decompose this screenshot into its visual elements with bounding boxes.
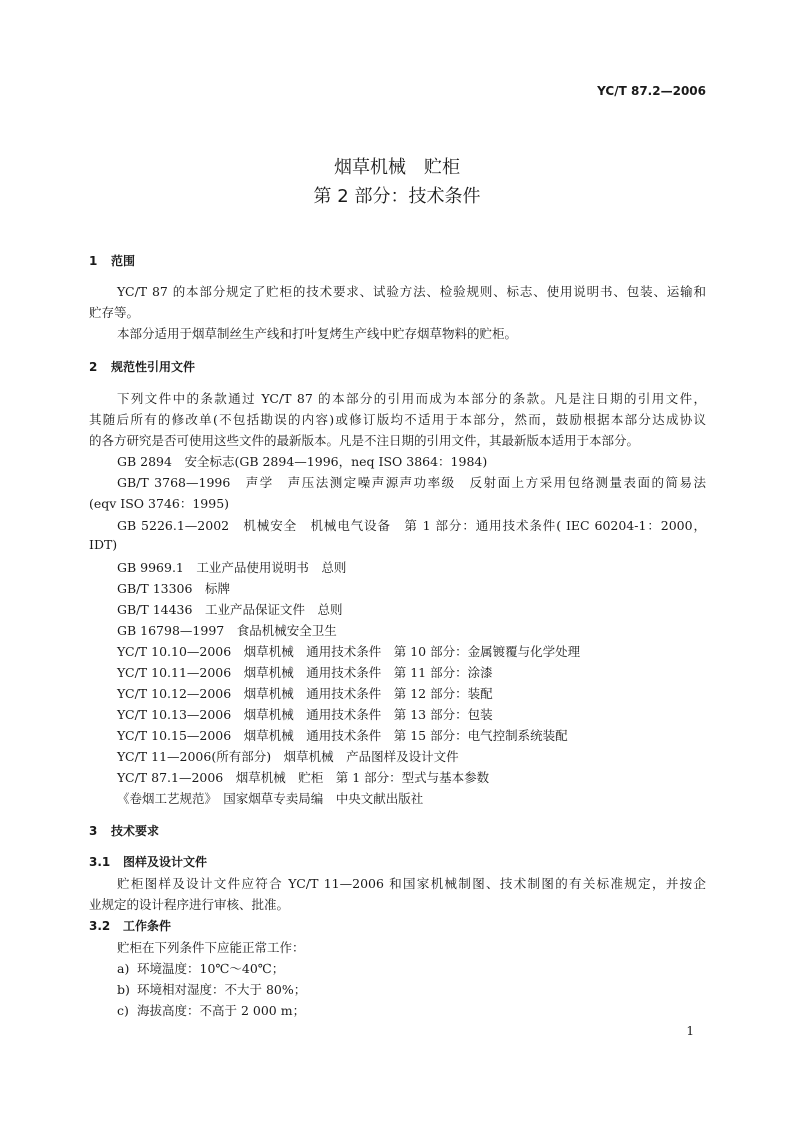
section-title: 规范性引用文件: [111, 360, 196, 374]
reference-item: GB/T 13306 标牌: [117, 581, 230, 596]
reference-item: GB/T 3768—1996 声学 声压法测定噪声源声功率级 反射面上方采用包络测量表面的简易法: [117, 475, 706, 490]
subsection-title: 工作条件: [123, 919, 172, 933]
section-heading-references: [89, 358, 195, 375]
subsection-title: 图样及设计文件: [123, 855, 208, 869]
paragraph-line: 下列文件中的条款通过 YC/T 87 的本部分的引用而成为本部分的条款。凡是注日期的引用文件，: [117, 391, 706, 406]
section-heading-scope: [89, 252, 135, 269]
paragraph-line: 业规定的设计程序进行审核、批准。: [89, 897, 290, 912]
paragraph-line: 贮柜在下列条件下应能正常工作：: [117, 940, 305, 955]
reference-item: GB 5226.1—2002 机械安全 机械电气设备 第 1 部分：通用技术条件( IEC 60204-1：2000，: [117, 518, 706, 533]
subsection-heading-drawings: [89, 853, 207, 870]
subsection-number: 3.2: [89, 919, 111, 933]
section-heading-technical-requirements: [89, 822, 159, 839]
reference-item: GB/T 14436 工业产品保证文件 总则: [117, 602, 343, 617]
list-item: [117, 980, 306, 998]
reference-item: YC/T 10.13—2006 烟草机械 通用技术条件 第 13 部分：包装: [117, 707, 493, 722]
section-title: 技术要求: [111, 824, 160, 838]
paragraph-line: 其随后所有的修改单(不包括勘误的内容)或修订版均不适用于本部分，然而，鼓励根据本部分达成协议: [89, 412, 706, 427]
section-number: 2: [89, 360, 98, 374]
reference-item: IDT): [89, 537, 118, 552]
section-number: 3: [89, 824, 98, 838]
list-item-text: 环境相对湿度：不大于 80%；: [137, 982, 307, 997]
reference-item: YC/T 10.12—2006 烟草机械 通用技术条件 第 12 部分：装配: [117, 686, 493, 701]
reference-item: 《卷烟工艺规范》 国家烟草专卖局编 中央文献出版社: [117, 791, 424, 806]
reference-item: (eqv ISO 3746：1995): [89, 496, 230, 511]
standard-number: YC/T 87.2—2006: [597, 84, 706, 98]
list-item-label: a): [117, 961, 130, 976]
page-number: 1: [686, 1024, 694, 1038]
reference-item: YC/T 87.1—2006 烟草机械 贮柜 第 1 部分：型式与基本参数: [117, 770, 490, 785]
paragraph-line: 贮柜图样及设计文件应符合 YC/T 11—2006 和国家机械制图、技术制图的有关标准规定，并按企: [117, 876, 706, 891]
list-item: [117, 959, 284, 977]
reference-item: YC/T 10.11—2006 烟草机械 通用技术条件 第 11 部分：涂漆: [117, 665, 493, 680]
document-subtitle: 第 2 部分：技术条件: [313, 186, 481, 207]
paragraph-line: 贮存等。: [89, 305, 140, 320]
section-number: 1: [89, 254, 98, 268]
list-item-label: b): [117, 982, 130, 997]
reference-item: GB 9969.1 工业产品使用说明书 总则: [117, 560, 347, 575]
list-item: [117, 1001, 305, 1019]
list-item-text: 海拔高度：不高于 2 000 m；: [137, 1003, 306, 1018]
reference-item: YC/T 11—2006(所有部分) 烟草机械 产品图样及设计文件: [117, 749, 459, 764]
subsection-number: 3.1: [89, 855, 111, 869]
list-item-label: c): [117, 1003, 129, 1018]
section-title: 范围: [111, 254, 136, 268]
reference-item: YC/T 10.15—2006 烟草机械 通用技术条件 第 15 部分：电气控制系统装配: [117, 728, 568, 743]
paragraph-line: 本部分适用于烟草制丝生产线和打叶复烤生产线中贮存烟草物料的贮柜。: [117, 326, 518, 341]
reference-item: GB 16798—1997 食品机械安全卫生: [117, 623, 337, 638]
subsection-heading-working-conditions: [89, 917, 171, 934]
paragraph-line: YC/T 87 的本部分规定了贮柜的技术要求、试验方法、检验规则、标志、使用说明书、包装、运输和: [117, 284, 706, 299]
reference-item: GB 2894 安全标志(GB 2894—1996，neq ISO 3864：1984): [117, 454, 488, 469]
paragraph-line: 的各方研究是否可使用这些文件的最新版本。凡是不注日期的引用文件，其最新版本适用于本部分。: [89, 433, 640, 448]
reference-item: YC/T 10.10—2006 烟草机械 通用技术条件 第 10 部分：金属镀覆与化学处理: [117, 644, 581, 659]
document-title: 烟草机械 贮柜: [334, 157, 460, 178]
list-item-text: 环境温度：10℃～40℃；: [137, 961, 285, 976]
